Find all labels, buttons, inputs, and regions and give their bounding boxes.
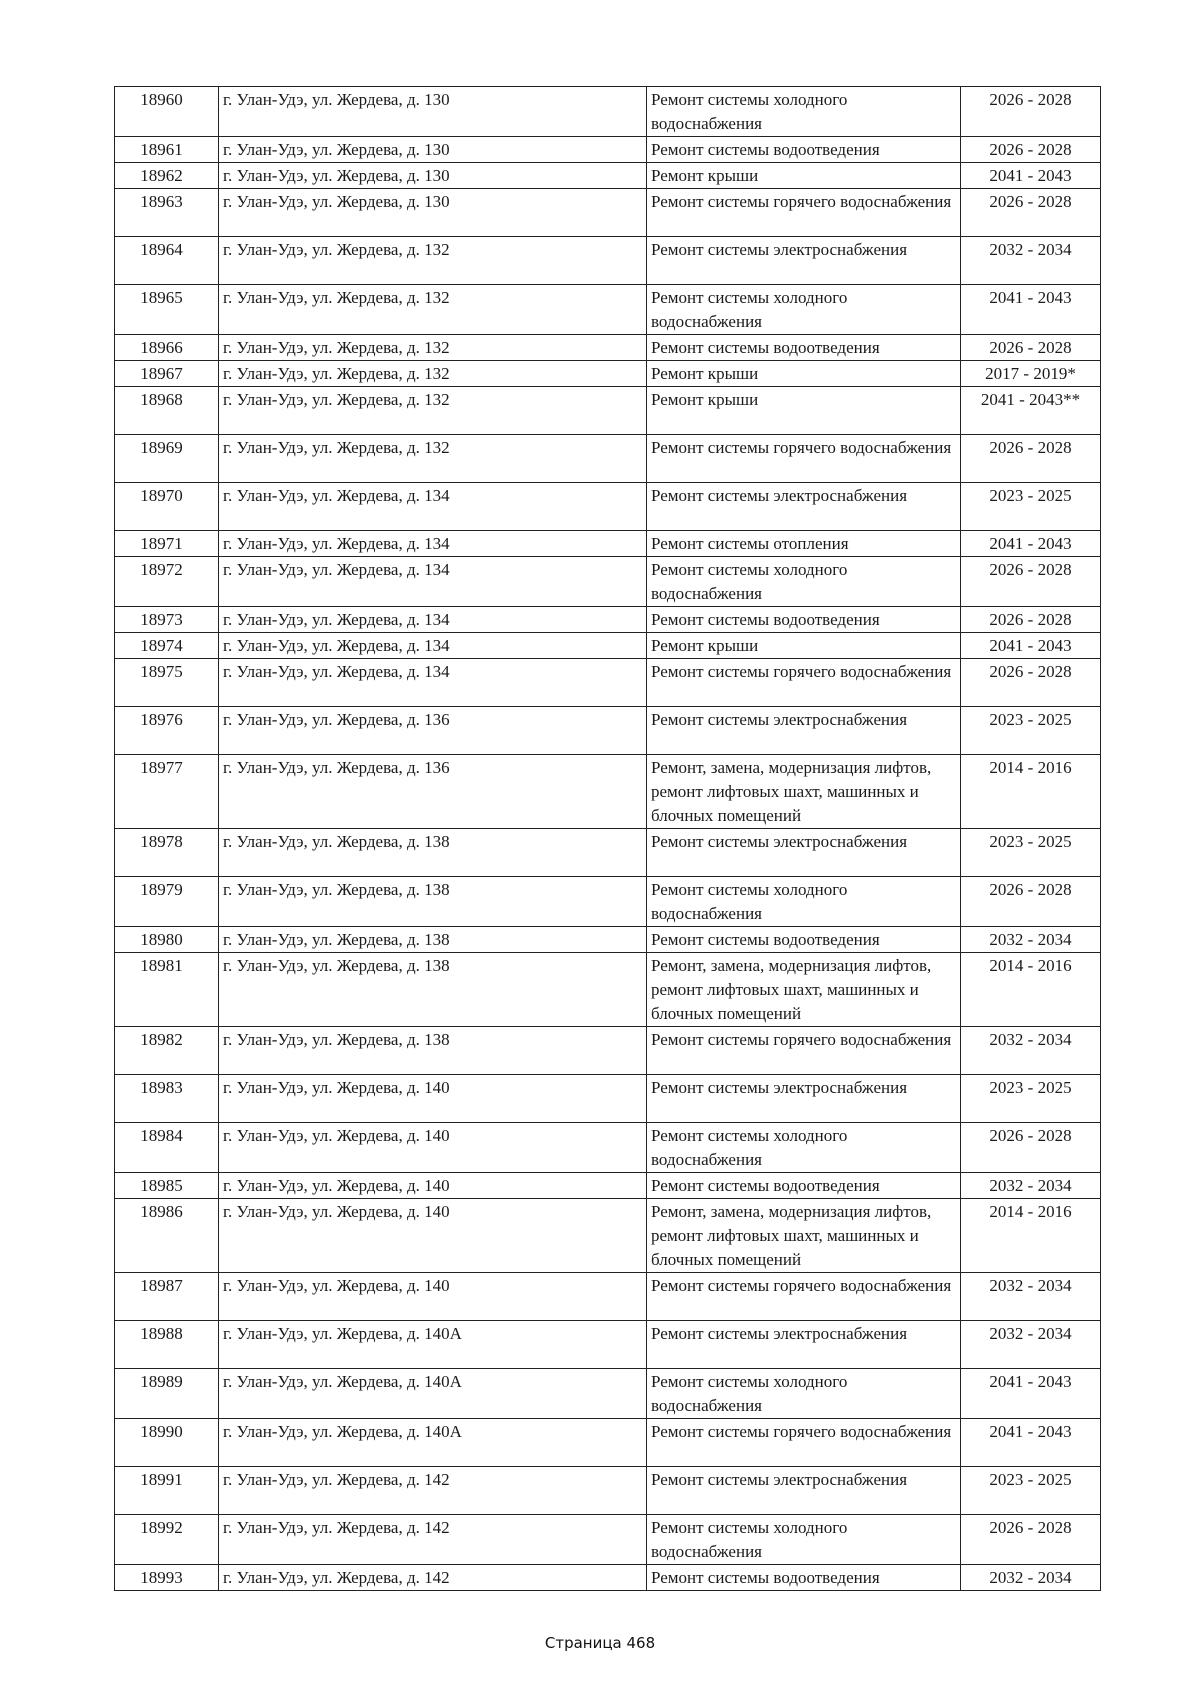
row-period: 2041 - 2043 (961, 1369, 1101, 1419)
row-period: 2032 - 2034 (961, 1273, 1101, 1321)
repair-schedule-table (114, 86, 1101, 1591)
row-number: 18983 (115, 1075, 219, 1123)
row-work-type: Ремонт системы отопления (647, 531, 961, 557)
table-row (115, 163, 1101, 189)
table-row (115, 1199, 1101, 1273)
row-address: г. Улан-Удэ, ул. Жердева, д. 142 (219, 1565, 647, 1591)
row-number: 18985 (115, 1173, 219, 1199)
row-work-type: Ремонт системы горячего водоснабжения (647, 659, 961, 707)
row-number: 18968 (115, 387, 219, 435)
row-address: г. Улан-Удэ, ул. Жердева, д. 140А (219, 1369, 647, 1419)
row-work-type: Ремонт системы водоотведения (647, 1173, 961, 1199)
row-period: 2026 - 2028 (961, 557, 1101, 607)
row-address: г. Улан-Удэ, ул. Жердева, д. 140 (219, 1123, 647, 1173)
row-period: 2032 - 2034 (961, 1027, 1101, 1075)
table-row (115, 1075, 1101, 1123)
row-number: 18976 (115, 707, 219, 755)
table-row (115, 1419, 1101, 1467)
row-address: г. Улан-Удэ, ул. Жердева, д. 130 (219, 137, 647, 163)
row-work-type: Ремонт, замена, модернизация лифтов, ремонт лифтовых шахт, машинных и блочных помещений (647, 755, 961, 829)
row-period: 2026 - 2028 (961, 659, 1101, 707)
row-period: 2032 - 2034 (961, 1565, 1101, 1591)
table-row (115, 483, 1101, 531)
table-row (115, 953, 1101, 1027)
row-number: 18991 (115, 1467, 219, 1515)
row-work-type: Ремонт крыши (647, 163, 961, 189)
table-row (115, 1467, 1101, 1515)
row-number: 18986 (115, 1199, 219, 1273)
table-row (115, 1369, 1101, 1419)
row-number: 18978 (115, 829, 219, 877)
table-row (115, 1321, 1101, 1369)
row-period: 2041 - 2043 (961, 633, 1101, 659)
row-period: 2023 - 2025 (961, 707, 1101, 755)
row-work-type: Ремонт системы холодного водоснабжения (647, 557, 961, 607)
row-period: 2032 - 2034 (961, 927, 1101, 953)
row-work-type: Ремонт системы холодного водоснабжения (647, 877, 961, 927)
table-row (115, 1565, 1101, 1591)
row-period: 2032 - 2034 (961, 237, 1101, 285)
row-work-type: Ремонт системы холодного водоснабжения (647, 285, 961, 335)
table-row (115, 927, 1101, 953)
table-row (115, 335, 1101, 361)
row-work-type: Ремонт, замена, модернизация лифтов, ремонт лифтовых шахт, машинных и блочных помещений (647, 953, 961, 1027)
row-address: г. Улан-Удэ, ул. Жердева, д. 134 (219, 659, 647, 707)
table-row (115, 607, 1101, 633)
row-period: 2041 - 2043 (961, 285, 1101, 335)
row-period: 2026 - 2028 (961, 877, 1101, 927)
table-row (115, 237, 1101, 285)
row-period: 2014 - 2016 (961, 1199, 1101, 1273)
table-row (115, 435, 1101, 483)
row-address: г. Улан-Удэ, ул. Жердева, д. 136 (219, 755, 647, 829)
row-address: г. Улан-Удэ, ул. Жердева, д. 140 (219, 1173, 647, 1199)
table-row (115, 557, 1101, 607)
row-address: г. Улан-Удэ, ул. Жердева, д. 140 (219, 1075, 647, 1123)
row-work-type: Ремонт системы горячего водоснабжения (647, 435, 961, 483)
row-address: г. Улан-Удэ, ул. Жердева, д. 134 (219, 557, 647, 607)
row-work-type: Ремонт системы электроснабжения (647, 237, 961, 285)
row-work-type: Ремонт системы водоотведения (647, 607, 961, 633)
row-period: 2026 - 2028 (961, 335, 1101, 361)
row-address: г. Улан-Удэ, ул. Жердева, д. 136 (219, 707, 647, 755)
row-period: 2014 - 2016 (961, 953, 1101, 1027)
row-work-type: Ремонт системы электроснабжения (647, 1467, 961, 1515)
row-address: г. Улан-Удэ, ул. Жердева, д. 140 (219, 1273, 647, 1321)
row-period: 2032 - 2034 (961, 1173, 1101, 1199)
row-number: 18974 (115, 633, 219, 659)
row-address: г. Улан-Удэ, ул. Жердева, д. 132 (219, 237, 647, 285)
row-number: 18990 (115, 1419, 219, 1467)
row-address: г. Улан-Удэ, ул. Жердева, д. 130 (219, 189, 647, 237)
row-work-type: Ремонт системы водоотведения (647, 335, 961, 361)
row-number: 18962 (115, 163, 219, 189)
row-work-type: Ремонт системы электроснабжения (647, 1075, 961, 1123)
row-address: г. Улан-Удэ, ул. Жердева, д. 134 (219, 633, 647, 659)
row-number: 18964 (115, 237, 219, 285)
table-row (115, 387, 1101, 435)
row-work-type: Ремонт системы горячего водоснабжения (647, 1027, 961, 1075)
table-row (115, 189, 1101, 237)
row-number: 18993 (115, 1565, 219, 1591)
table-row (115, 361, 1101, 387)
row-number: 18980 (115, 927, 219, 953)
row-work-type: Ремонт крыши (647, 633, 961, 659)
row-address: г. Улан-Удэ, ул. Жердева, д. 138 (219, 877, 647, 927)
row-address: г. Улан-Удэ, ул. Жердева, д. 132 (219, 285, 647, 335)
row-number: 18989 (115, 1369, 219, 1419)
row-period: 2023 - 2025 (961, 829, 1101, 877)
table-row (115, 87, 1101, 137)
row-work-type: Ремонт системы водоотведения (647, 1565, 961, 1591)
table-row (115, 137, 1101, 163)
row-number: 18969 (115, 435, 219, 483)
row-period: 2032 - 2034 (961, 1321, 1101, 1369)
row-address: г. Улан-Удэ, ул. Жердева, д. 130 (219, 163, 647, 189)
row-number: 18967 (115, 361, 219, 387)
row-address: г. Улан-Удэ, ул. Жердева, д. 132 (219, 335, 647, 361)
table-row (115, 877, 1101, 927)
row-work-type: Ремонт системы электроснабжения (647, 829, 961, 877)
row-period: 2026 - 2028 (961, 137, 1101, 163)
row-work-type: Ремонт системы горячего водоснабжения (647, 1419, 961, 1467)
row-period: 2017 - 2019* (961, 361, 1101, 387)
row-address: г. Улан-Удэ, ул. Жердева, д. 138 (219, 953, 647, 1027)
row-address: г. Улан-Удэ, ул. Жердева, д. 140А (219, 1321, 647, 1369)
row-period: 2041 - 2043 (961, 531, 1101, 557)
row-period: 2041 - 2043 (961, 163, 1101, 189)
row-address: г. Улан-Удэ, ул. Жердева, д. 142 (219, 1467, 647, 1515)
row-work-type: Ремонт системы электроснабжения (647, 1321, 961, 1369)
row-number: 18987 (115, 1273, 219, 1321)
row-address: г. Улан-Удэ, ул. Жердева, д. 134 (219, 531, 647, 557)
row-address: г. Улан-Удэ, ул. Жердева, д. 132 (219, 361, 647, 387)
table-row (115, 633, 1101, 659)
row-period: 2041 - 2043** (961, 387, 1101, 435)
row-period: 2041 - 2043 (961, 1419, 1101, 1467)
row-period: 2026 - 2028 (961, 1123, 1101, 1173)
row-number: 18960 (115, 87, 219, 137)
row-address: г. Улан-Удэ, ул. Жердева, д. 140А (219, 1419, 647, 1467)
row-period: 2026 - 2028 (961, 607, 1101, 633)
row-period: 2023 - 2025 (961, 1075, 1101, 1123)
row-number: 18977 (115, 755, 219, 829)
row-address: г. Улан-Удэ, ул. Жердева, д. 132 (219, 435, 647, 483)
row-work-type: Ремонт крыши (647, 387, 961, 435)
page-number: Страница 468 (544, 1634, 656, 1652)
row-address: г. Улан-Удэ, ул. Жердева, д. 138 (219, 927, 647, 953)
row-number: 18982 (115, 1027, 219, 1075)
row-work-type: Ремонт системы холодного водоснабжения (647, 1369, 961, 1419)
row-number: 18972 (115, 557, 219, 607)
row-number: 18975 (115, 659, 219, 707)
row-period: 2023 - 2025 (961, 483, 1101, 531)
row-work-type: Ремонт системы холодного водоснабжения (647, 87, 961, 137)
row-address: г. Улан-Удэ, ул. Жердева, д. 142 (219, 1515, 647, 1565)
table-row (115, 1173, 1101, 1199)
table-body (115, 87, 1101, 1591)
row-period: 2014 - 2016 (961, 755, 1101, 829)
table-row (115, 1273, 1101, 1321)
row-number: 18981 (115, 953, 219, 1027)
row-work-type: Ремонт системы водоотведения (647, 927, 961, 953)
row-number: 18979 (115, 877, 219, 927)
row-work-type: Ремонт системы горячего водоснабжения (647, 189, 961, 237)
row-work-type: Ремонт системы электроснабжения (647, 707, 961, 755)
row-number: 18961 (115, 137, 219, 163)
row-address: г. Улан-Удэ, ул. Жердева, д. 138 (219, 829, 647, 877)
row-work-type: Ремонт системы водоотведения (647, 137, 961, 163)
row-number: 18984 (115, 1123, 219, 1173)
row-address: г. Улан-Удэ, ул. Жердева, д. 132 (219, 387, 647, 435)
row-period: 2023 - 2025 (961, 1467, 1101, 1515)
row-period: 2026 - 2028 (961, 189, 1101, 237)
table-row (115, 1123, 1101, 1173)
row-address: г. Улан-Удэ, ул. Жердева, д. 134 (219, 483, 647, 531)
table-row (115, 1515, 1101, 1565)
table-row (115, 707, 1101, 755)
table-row (115, 829, 1101, 877)
row-number: 18973 (115, 607, 219, 633)
row-address: г. Улан-Удэ, ул. Жердева, д. 130 (219, 87, 647, 137)
row-work-type: Ремонт, замена, модернизация лифтов, ремонт лифтовых шахт, машинных и блочных помещений (647, 1199, 961, 1273)
row-work-type: Ремонт системы холодного водоснабжения (647, 1515, 961, 1565)
row-number: 18963 (115, 189, 219, 237)
row-work-type: Ремонт системы холодного водоснабжения (647, 1123, 961, 1173)
row-address: г. Улан-Удэ, ул. Жердева, д. 140 (219, 1199, 647, 1273)
row-number: 18966 (115, 335, 219, 361)
row-number: 18992 (115, 1515, 219, 1565)
row-work-type: Ремонт крыши (647, 361, 961, 387)
row-number: 18988 (115, 1321, 219, 1369)
row-period: 2026 - 2028 (961, 87, 1101, 137)
row-number: 18971 (115, 531, 219, 557)
table-row (115, 285, 1101, 335)
table-row (115, 659, 1101, 707)
row-work-type: Ремонт системы горячего водоснабжения (647, 1273, 961, 1321)
table-row (115, 1027, 1101, 1075)
row-address: г. Улан-Удэ, ул. Жердева, д. 134 (219, 607, 647, 633)
table-row (115, 531, 1101, 557)
row-period: 2026 - 2028 (961, 1515, 1101, 1565)
row-work-type: Ремонт системы электроснабжения (647, 483, 961, 531)
row-number: 18970 (115, 483, 219, 531)
row-number: 18965 (115, 285, 219, 335)
row-period: 2026 - 2028 (961, 435, 1101, 483)
row-address: г. Улан-Удэ, ул. Жердева, д. 138 (219, 1027, 647, 1075)
table-row (115, 755, 1101, 829)
